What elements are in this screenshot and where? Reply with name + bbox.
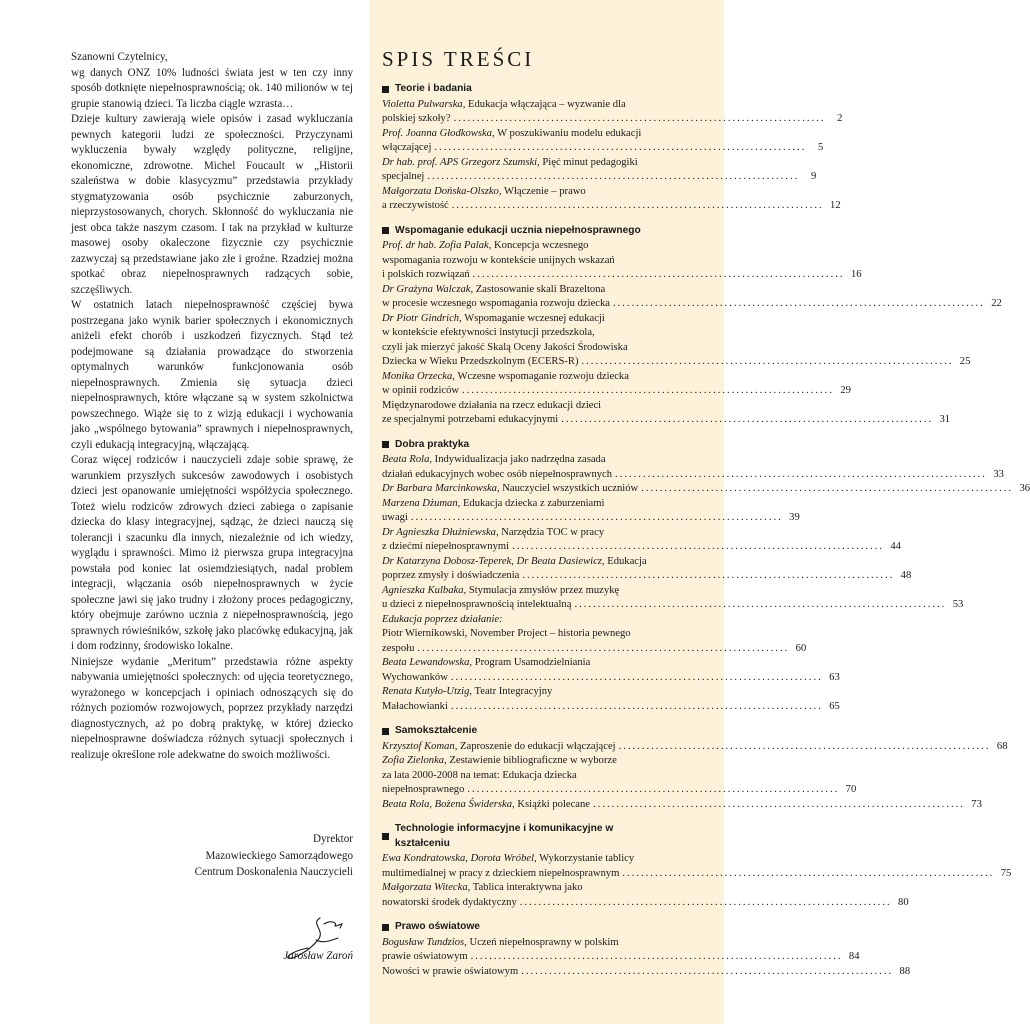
toc-page-number: 75 [1000,867,1012,879]
toc-leader-dots: ................................................................................ [522,570,895,581]
toc-entry-title: Piotr Wiernikowski, November Project – historia pewnego [382,628,631,639]
toc-page-number: 80 [898,896,909,908]
toc-entry-line [382,239,668,254]
toc-section-heading [382,82,668,97]
toc-leader-dots: ................................................................................ [618,740,991,752]
toc-page-number: 5 [817,142,824,153]
toc-leader-dots: ................................................................................ [434,142,807,153]
toc-entry-line [382,326,668,341]
toc-entry-title: i polskich rozwiązań [382,269,470,280]
toc-page-number: 84 [848,951,860,962]
toc-entry-author: Zofia Zielonka, [382,755,447,766]
toc-page-number: 88 [899,965,911,977]
signature-name: Jarosław Zaroń [283,950,353,962]
toc-entry-line [382,598,964,613]
toc-page-number: 9 [810,171,817,182]
toc-section-heading [382,920,668,935]
toc-section-heading [382,224,668,239]
toc-leader-dots: ................................................................................ [612,298,985,309]
toc-leader-dots: ................................................................................ [519,896,892,908]
toc-section-heading [382,724,668,739]
toc-entry-title: Edukacja włączająca – wyzwanie dla [468,98,626,110]
toc-entry-line [382,936,668,951]
letter-paragraph: Niniejsze wydanie „Meritum” przedstawia różne aspekty nabywania umiejętności społecznych: od ujęcia teoretycznego, wyrażonego w koncepcjach i opiniach odnoszących się do różnych poziomów rozwojowych, poprzez przykłady narzędzi diagnostycznych, aż po dobrą praktykę, w której dziecko niepełnosprawne doświadcza różnych sytuacji społecznych i realizuje określone role adekwatne do swoich możliwości. [71,655,353,761]
toc-entry-title: Wychowanków [382,671,448,683]
toc-entry-title: uwagi [382,512,408,523]
toc-entry-title: włączającej [382,142,432,153]
toc-entry-title: czyli jak mierzyć jakość Skalą Oceny Jakości Środowiska [382,341,628,353]
toc-entry[interactable] [382,127,824,156]
toc-entry-line [382,740,1008,755]
toc-entry[interactable] [382,754,857,798]
toc-entry[interactable] [382,370,851,399]
toc-entry-line [382,141,824,156]
toc-entry-line [382,700,840,715]
toc-entry-line [382,965,911,980]
editorial-letter [71,50,353,763]
toc-entry-line [382,453,668,468]
toc-page-number: 73 [971,798,982,810]
toc-entry-line [382,268,862,283]
toc-entry[interactable] [382,453,1004,482]
toc-entry[interactable] [382,613,807,657]
toc-entry-title: nowatorski środek dydaktyczny [382,896,517,908]
square-bullet-icon [382,924,389,931]
toc-entry-title: Dziecka w Wieku Przedszkolnym (ECERS-R) [382,356,579,367]
toc-leader-dots: ................................................................................ [467,784,840,795]
toc-page-number: 36 [1019,483,1030,494]
toc-section-title: Dobra praktyka [395,438,470,450]
toc-entry-author: Agnieszka Kulbaka, [382,584,467,596]
toc-entry-title: poprzez zmysły i doświadczenia [382,570,520,581]
toc-entry-title: Pięć minut pedagogiki [542,156,638,168]
toc-page-number: 68 [996,740,1008,752]
toc-entry-line [382,783,857,798]
toc-entry-author: Prof. Joanna Głodkowska, [382,127,495,139]
toc-entry-author: Ewa Kondratowska, Dorota Wróbel, [382,853,537,864]
toc-entry-line [382,881,668,896]
toc-entry[interactable] [382,497,800,526]
toc-leader-dots: ................................................................................ [561,414,934,425]
toc-entry[interactable] [382,239,862,283]
toc-entry-line [382,555,668,570]
toc-leader-dots: ................................................................................ [427,171,800,182]
toc-entry-title: Zestawienie bibliograficzne w wyborze [449,755,617,766]
toc-entry-author: Małgorzata Witecka, [382,882,471,893]
toc-leader-dots: ................................................................................ [450,671,823,683]
toc-entry-line [382,671,840,686]
toc-entry-author: Prof. dr hab. Zofia Palak, [382,240,492,251]
toc-entry-title: u dzieci z niepełnosprawnością intelektualną [382,599,572,610]
toc-entry-title: Nauczyciel wszystkich uczniów [502,483,639,494]
toc-entry-author: Dr Agnieszka Dłużniewska, [382,526,499,538]
toc-entry-line [382,185,668,200]
toc-leader-dots: ................................................................................ [615,468,987,480]
toc-entry-line [382,199,841,214]
square-bullet-icon [382,833,389,840]
toc-leader-dots: ................................................................................ [470,951,843,962]
square-bullet-icon [382,86,389,93]
toc-entry-line [382,341,668,356]
toc-entry[interactable] [382,740,1008,755]
toc-leader-dots: ................................................................................ [450,700,823,712]
toc-entry[interactable] [382,685,840,714]
toc-entry-title: prawie oświatowym [382,951,468,962]
toc-leader-dots: ................................................................................ [574,599,947,610]
toc-entry-line [382,370,668,385]
toc-entry-line [382,355,971,370]
toc-entry-author: Dr hab. prof. APS Grzegorz Szumski, [382,156,540,168]
table-of-contents [382,82,1030,979]
toc-entry-title: Zaproszenie do edukacji włączającej [460,740,616,752]
toc-section-heading [382,438,668,453]
toc-entry-title: z dziećmi niepełnosprawnymi [382,541,510,552]
toc-section-title: Wspomaganie edukacji ucznia niepełnosprawnego [395,224,641,236]
toc-page-number: 29 [840,385,851,396]
toc-section-title: Prawo oświatowe [395,921,480,932]
toc-entry-line [382,384,851,399]
toc-entry-title: Nowości w prawie oświatowym [382,965,519,977]
toc-entry-title: Wykorzystanie tablicy [539,853,635,864]
toc-entry[interactable] [382,656,840,685]
toc-entry[interactable] [382,399,951,428]
toc-entry-title: Indywidualizacja jako nadrzędna zasada [434,454,606,465]
toc-entry-title: Teatr Integracyjny [474,686,553,697]
toc-leader-dots: ................................................................................ [410,512,783,523]
toc-page-number: 53 [952,599,964,610]
toc-entry-title: Książki polecane [517,798,591,810]
toc-page-number: 12 [830,200,841,211]
toc-page-number: 2 [837,113,843,124]
toc-entry-line [382,867,1012,882]
square-bullet-icon [382,441,389,448]
toc-entry-title: Koncepcja wczesnego [494,240,589,251]
toc-page-number: 44 [890,541,901,552]
toc-entry-author: Dr Barbara Marcinkowska, [382,483,500,494]
toc-entry-title: Małachowianki [382,700,448,712]
toc-entry[interactable] [382,852,1012,881]
toc-leader-dots: ................................................................................ [453,113,826,124]
toc-leader-dots: ................................................................................ [622,867,995,879]
signature-role: Dyrektor [312,833,353,845]
toc-entry-line [382,511,800,526]
letter-paragraph: wg danych ONZ 10% ludności świata jest w ten czy inny sposób dotknięte niepełnosprawnością; ok. 140 milionów w tej grupie stanowią dzieci. Ta liczba ciągle wzrasta… [71,66,353,110]
toc-entry-line [382,170,817,185]
toc-entry-line [382,482,1030,497]
toc-entry-line [382,413,951,428]
toc-entry-line [382,254,668,269]
toc-entry-title: Włączenie – prawo [503,185,586,197]
letter-paragraph: Coraz więcej rodziców i nauczycieli zdaje sobie sprawę, że warunkiem przyszłych sukcesów zawodowych i osobistych dzieci jest opanowanie umiejętności współżycia społecznego. Toteż wielu rodziców zdrowych dzieci zabiega o zapisanie dziecka do klasy integracyjnej, sądząc, że dzieci nauczą się tolerancji i szacunku dla innych, niezależnie od ich wiedzy, wyglądu i sprawności. Mimo iż pierwsza grupa integracyjna powstała pod koniec lat osiemdziesiątych, nadal problem integracji, włączania osób niepełnosprawnych w życie społeczne jawi się jako trudny i złożony proces pedagogiczny, który obejmuje zarówno ucznia z niepełnosprawnością, jego sprawnych rówieśników, szkołę jako placówkę edukacyjną, jak i dom rodzinny, środowisko lokalne. [71,454,353,652]
toc-entry-line [382,613,668,628]
toc-leader-dots: ................................................................................ [521,965,894,977]
toc-entry-title: Edukacja [607,555,647,567]
toc-entry[interactable] [382,584,964,613]
toc-entry[interactable] [382,283,1002,312]
toc-leader-dots: ................................................................................ [641,483,1014,494]
toc-leader-dots: ................................................................................ [593,798,965,810]
toc-entry-title: ze specjalnymi potrzebami edukacyjnymi [382,414,559,425]
toc-leader-dots: ................................................................................ [417,642,790,654]
toc-entry-title: Wczesne wspomaganie rozwoju dziecka [457,370,629,382]
toc-entry-title: multimedialnej w pracy z dzieckiem niepełnosprawnym [382,867,620,879]
toc-entry-author: Beata Rola, [382,454,433,465]
toc-entry-line [382,312,668,327]
signature-org-line1: Mazowieckiego Samorządowego [205,849,353,862]
toc-entry-title: polskiej szkoły? [382,113,451,124]
toc-page-number: 65 [829,700,840,712]
toc-entry-line [382,112,843,127]
toc-entry-line [382,98,668,113]
toc-entry-title: Międzynarodowe działania na rzecz edukacji dzieci [382,399,602,411]
toc-entry-line [382,497,668,512]
toc-entry-author: Renata Kutyło-Utzig, [382,686,473,697]
toc-entry-title: w opinii rodziców [382,385,460,396]
letter-paragraph: W ostatnich latach niepełnosprawność częściej bywa postrzegana jako wynik barier społecznych i ekonomicznych aniżeli efekt chorób i uszkodzeń fizycznych. Stąd też podejmowane są działania prowadzące do stworzenia optymalnych warunków funkcjonowania osób niepełnosprawnych. Zmienia się sytuacja dzieci niepełnosprawnych, które włączane są w system szkolnictwa powszechnego. Wiąże się to z wizją edukacji i wychowania jako „wspólnego bytowania” sprawnych i niepełnosprawnych, czyli edukacją integracyjną, włączającą. [71,299,353,451]
toc-leader-dots: ................................................................................ [462,385,834,396]
toc-entry-author: Bogusław Tundzios, [382,936,467,948]
toc-entry-line [382,468,1004,483]
toc-entry-line [382,540,901,555]
toc-entry-title: Narzędzia TOC w pracy [501,526,605,538]
toc-entry-author: Beata Rola, Bożena Świderska, [382,798,515,810]
toc-entry-title: Edukacja dziecka z zaburzeniami [462,497,605,509]
toc-page-number: 48 [900,570,912,581]
toc-entry-author: Krzysztof Koman, [382,740,458,752]
toc-entry-line [382,798,982,813]
toc-entry[interactable] [382,526,901,555]
toc-entry[interactable] [382,936,860,965]
toc-page-number: 39 [789,512,800,523]
toc-entry-title: specjalnej [382,171,425,182]
toc-entry-line [382,283,668,298]
toc-leader-dots: ................................................................................ [472,269,845,280]
toc-entry-author: Beata Lewandowska, [382,657,473,668]
toc-entry-title: Wspomaganie wczesnej edukacji [464,312,605,324]
toc-entry-line [382,127,668,142]
toc-entry-title: W poszukiwaniu modelu edukacji [497,127,642,139]
square-bullet-icon [382,728,389,735]
toc-entry-title: w kontekście efektywności instytucji przedszkola, [382,327,595,338]
toc-entry[interactable] [382,965,911,980]
toc-title: SPIS TREŚCI [382,47,535,71]
toc-entry-title: zespołu [382,642,415,654]
toc-entry-line [382,297,1002,312]
letter-greeting: Szanowni Czytelnicy, [71,51,168,63]
toc-leader-dots: ................................................................................ [451,200,824,211]
toc-entry-author: Małgorzata Dońska-Olszko, [382,185,502,197]
toc-entry-title: za lata 2000-2008 na temat: Edukacja dziecka [382,769,577,781]
toc-entry-title: Stymulacja zmysłów przez muzykę [468,584,620,596]
toc-entry-line [382,399,668,414]
toc-entry-line [382,569,912,584]
toc-entry-line [382,769,668,784]
toc-entry[interactable] [382,185,841,214]
toc-entry[interactable] [382,881,909,910]
toc-entry-line [382,642,807,657]
toc-entry[interactable] [382,312,971,370]
toc-entry-title: w procesie wczesnego wspomagania rozwoju dziecka [382,298,610,309]
toc-entry[interactable] [382,156,817,185]
toc-page-number: 25 [959,356,971,367]
toc-entry-title: a rzeczywistość [382,200,449,211]
toc-entry-title: Tablica interaktywna jako [472,882,583,893]
toc-entry-line [382,656,668,671]
toc-entry[interactable] [382,798,982,813]
toc-entry-line [382,950,860,965]
toc-section-title: Teorie i badania [395,83,472,94]
square-bullet-icon [382,227,389,234]
toc-entry-author: Monika Orzecka, [382,370,455,382]
toc-entry-line [382,852,668,867]
toc-page-number: 16 [850,269,862,280]
toc-entry-title: Program Usamodzielniania [474,657,591,668]
toc-leader-dots: ................................................................................ [581,356,954,367]
toc-page-number: 63 [829,671,840,683]
toc-page-number: 22 [991,298,1002,309]
toc-entry-line [382,896,909,911]
toc-entry-title: Zastosowanie skali Brazeltona [475,283,606,295]
toc-entry-line [382,584,668,599]
toc-entry-author: Marzena Dżuman, [382,497,461,509]
toc-page-number: 70 [845,784,857,795]
toc-leader-dots: ................................................................................ [512,541,884,552]
toc-entry-title: działań edukacyjnych wobec osób niepełnosprawnych [382,468,613,480]
toc-section-heading [382,822,668,851]
toc-entry[interactable] [382,98,843,127]
toc-page-number: 31 [939,414,951,425]
toc-page-number: 60 [795,642,807,654]
toc-entry-line [382,627,668,642]
toc-entry-line [382,754,668,769]
toc-entry-author: Edukacja poprzez działanie: [382,613,503,625]
toc-entry-line [382,526,668,541]
signature-block [113,831,353,881]
signature-org-line2: Centrum Doskonalenia Nauczycieli [194,866,353,878]
toc-entry-author: Dr Grażyna Walczak, [382,283,474,295]
toc-section-title: Technologie informacyjne i komunikacyjne w kształceniu [394,823,614,849]
toc-entry-title: niepełnosprawnego [382,784,465,795]
toc-entry-author: Dr Piotr Gindrich, [382,312,462,324]
letter-paragraph: Dzieje kultury zawierają wiele opisów i zasad wykluczania pewnych kategorii ludzi ze społeczności. Przyczynami wykluczenia bywały względy polityczne, religijne, ekonomiczne, zdrowotne. Michel Foucault w „Historii szaleństwa w dobie klasycyzmu” przedstawia przykłady stygmatyzowania osób psychicznie zaburzonych, nieprzystosowanych, chorych. Skłonność do wykluczania nie jest obca także naszym czasom. I tak na przykład w kulturze masowej osoby okaleczone fizycznie czy psychicznie zazwyczaj są przedstawiane jako złe i groźne. Rzadziej można spotkać obraz niepełnosprawnych radzących sobie, szczęśliwych. [71,113,353,296]
toc-entry-title: Uczeń niepełnosprawny w polskim [469,936,619,948]
toc-entry-author: Violetta Pulwarska, [382,98,466,110]
letter-column [0,0,370,1024]
toc-entry-author: Dr Katarzyna Dobosz-Teperek, Dr Beata Dasiewicz, [382,555,605,567]
toc-section-title: Samokształcenie [395,725,478,736]
toc-entry[interactable] [382,555,912,584]
toc-entry[interactable] [382,482,1030,497]
toc-entry-title: wspomagania rozwoju w kontekście unijnych wskazań [382,254,615,266]
toc-entry-line [382,685,668,700]
toc-entry-line [382,156,668,171]
toc-page-number: 33 [993,468,1004,480]
